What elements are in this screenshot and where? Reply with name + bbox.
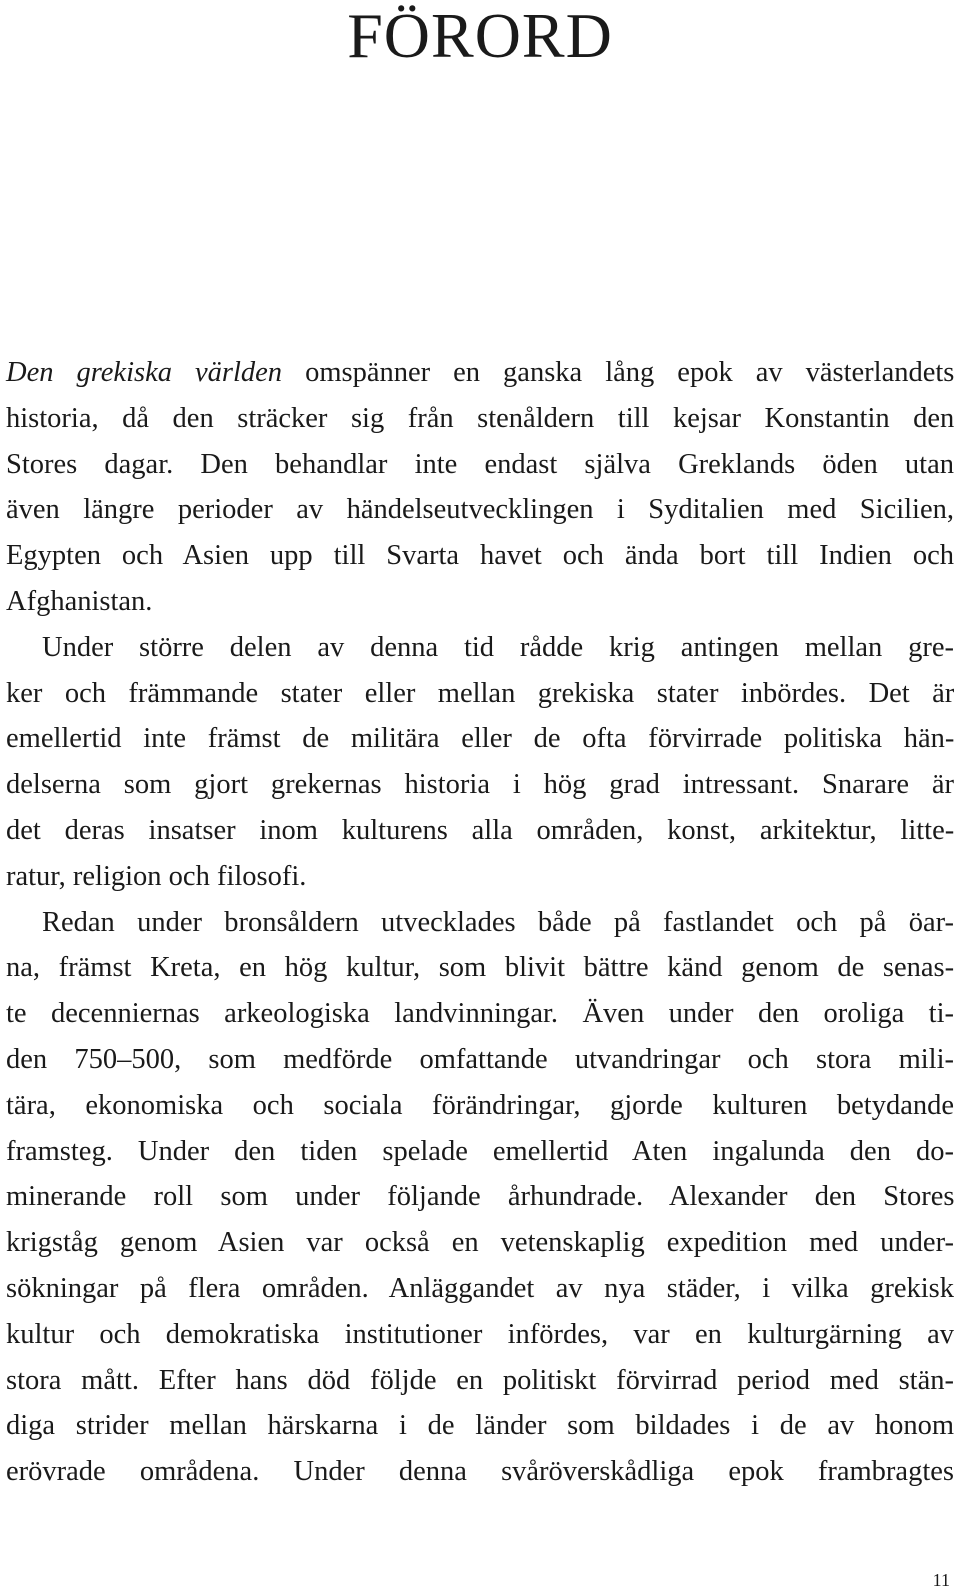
paragraph-3 [6, 900, 954, 1495]
text-line: ratur, religion och filosofi. [6, 860, 307, 892]
text-line: stora mått. Efter hans död följde en politiskt förvirrad period med stän- [6, 1364, 954, 1396]
page-number: 11 [932, 1570, 950, 1590]
text-line: krigståg genom Asien var också en vetenskaplig expedition med under- [6, 1227, 954, 1259]
text-line: Under större delen av denna tid rådde krig antingen mellan gre- [42, 631, 954, 663]
text-line: tära, ekonomiska och sociala förändringar, gjorde kulturen betydande [6, 1089, 955, 1121]
text-line: te decenniernas arkeologiska landvinningar. Även under den oroliga ti- [6, 998, 954, 1030]
paragraph-2 [6, 625, 954, 900]
text-line: den 750–500, som medförde omfattande utvandringar och stora mili- [6, 1043, 954, 1075]
page-title: FÖRORD [347, 0, 613, 71]
text-line: ker och främmande stater eller mellan grekiska stater inbördes. Det är [6, 677, 955, 709]
text-line: emellertid inte främst de militära eller de ofta förvirrade politiska hän- [6, 723, 955, 755]
text-line: Redan under bronsåldern utvecklades både på fastlandet och på öar- [42, 906, 954, 938]
text-line: Stores dagar. Den behandlar inte endast själva Greklands öden utan [6, 448, 954, 480]
text-line: Egypten och Asien upp till Svarta havet och ända bort till Indien och [6, 540, 954, 572]
text-line: framsteg. Under den tiden spelade emellertid Aten ingalunda den do- [6, 1135, 954, 1167]
text-line: historia, då den sträcker sig från stenåldern till kejsar Konstantin den [6, 402, 955, 434]
text-line: minerande roll som under följande århundrade. Alexander den Stores [6, 1181, 955, 1213]
text-line: sökningar på flera områden. Anläggandet av nya städer, i vilka grekisk [6, 1272, 954, 1304]
text-line: Afghanistan. [6, 585, 153, 617]
book-title-italic: Den grekiska världen [6, 357, 283, 388]
text-line [6, 350, 954, 396]
text-line: diga strider mellan härskarna i de länder som bildades i de av honom [6, 1410, 955, 1442]
body-text [6, 350, 954, 1495]
paragraph-1 [6, 350, 954, 625]
text-line: erövrade områdena. Under denna svåröverskådliga epok frambragtes [6, 1456, 954, 1488]
text-line: även längre perioder av händelseutvecklingen i Syditalien med Sicilien, [6, 494, 954, 526]
text-line: kultur och demokratiska institutioner infördes, var en kulturgärning av [6, 1318, 954, 1350]
text-span: omspänner en ganska lång epok av västerlandets [282, 357, 955, 388]
text-line: na, främst Kreta, en hög kultur, som blivit bättre känd genom de senas- [6, 952, 955, 984]
text-line: delserna som gjort grekernas historia i hög grad intressant. Snarare är [6, 769, 954, 801]
text-line: det deras insatser inom kulturens alla områden, konst, arkitektur, litte- [6, 814, 955, 846]
